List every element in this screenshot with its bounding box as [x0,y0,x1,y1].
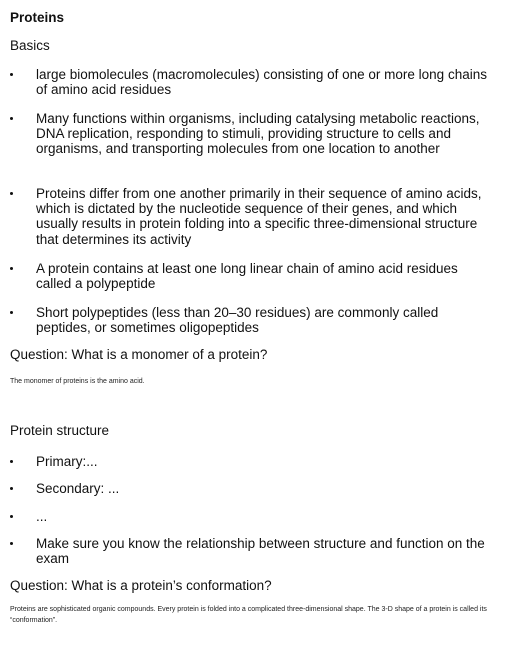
bullet-dot [10,192,13,195]
list-item-text: Make sure you know the relationship between structure and function on the exam [36,536,485,567]
list-item-text: Proteins differ from one another primarily in their sequence of amino acids, which is dictated by the nucleotide sequence of their genes, and which usually results in protein folding into a specific three-dimensional structure that determines its activity [36,186,482,247]
list-item-text: Many functions within organisms, including catalysing metabolic reactions, DNA replication, responding to stimuli, providing structure to cells and organisms, and transporting molecules from one location to another [36,111,480,157]
list-item-text: Primary:... [36,454,98,469]
question-monomer: Question: What is a monomer of a protein? [10,347,268,362]
bullet-dot [10,311,13,314]
bullet-dot [10,515,13,518]
bullet-dot [10,542,13,545]
question-conformation: Question: What is a protein’s conformation? [10,578,272,593]
list-item-text: ... [36,509,48,524]
list-item-text: large biomolecules (macromolecules) consisting of one or more long chains of amino acid residues [36,67,487,98]
bullet-dot [10,267,13,270]
list-item-text: A protein contains at least one long linear chain of amino acid residues called a polypeptide [36,261,458,292]
bullet-dot [10,117,13,120]
section-heading-basics: Basics [10,38,50,53]
section-heading-protein-structure: Protein structure [10,423,110,438]
bullet-dot [10,460,13,463]
answer-conformation: Proteins are sophisticated organic compounds. Every protein is folded into a complicated three-dimensional shape. The 3-D shape of a protein is called its “conformation”. [10,606,487,624]
bullet-dot [10,487,13,490]
page-title: Proteins [10,10,65,25]
answer-monomer: The monomer of proteins is the amino acid. [10,378,145,385]
bullet-dot [10,73,13,76]
list-item-text: Short polypeptides (less than 20–30 residues) are commonly called peptides, or sometimes oligopeptides [36,305,439,336]
list-item-text: Secondary: ... [36,481,120,496]
